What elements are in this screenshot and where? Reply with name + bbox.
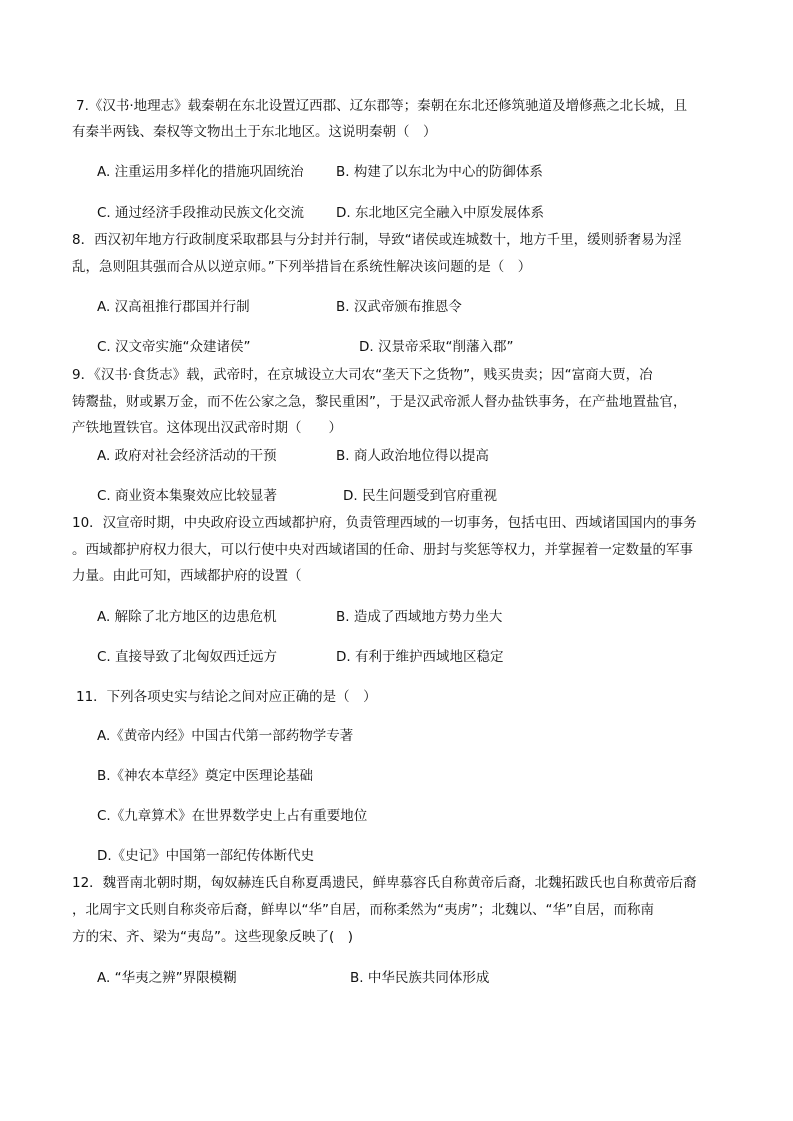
question-7-line-1: 7.《汉书·地理志》载秦朝在东北设置辽西郡、辽东郡等；秦朝在东北还修筑驰道及增修燕之北长城，且 [76,98,688,114]
question-8-option-a: A. 汉高祖推行郡国并行制 [97,299,250,315]
question-10-line-2: 。西域都护府权力很大，可以行使中央对西域诸国的任命、册封与奖惩等权力，并掌握着一定数量的军事 [72,542,693,558]
question-12-option-a: A. “华夷之辨”界限模糊 [97,970,237,986]
question-9-option-a: A. 政府对社会经济活动的干预 [97,448,277,464]
question-7-option-d: D. 东北地区完全融入中原发展体系 [336,205,544,221]
question-12-line-3: 方的宋、齐、梁为“夷岛”。这些现象反映了( ) [72,929,354,945]
question-7-option-b: B. 构建了以东北为中心的防御体系 [336,164,543,180]
question-10-option-c: C. 直接导致了北匈奴西迁远方 [97,649,278,665]
question-8-option-b: B. 汉武帝颁布推恩令 [336,299,462,315]
question-12-option-b: B. 中华民族共同体形成 [350,970,490,986]
question-9-line-1: 9．《汉书·食货志》载，武帝时，在京城设立大司农“垄天下之货物”，贱买贵卖；因“富商大贾，冶 [72,367,653,383]
question-7-option-a: A. 注重运用多样化的措施巩固统治 [97,164,304,180]
question-9-option-b: B. 商人政治地位得以提高 [336,448,489,464]
question-10-line-3: 力量。由此可知，西域都护府的设置（ [72,568,302,584]
question-9-line-3: 产铁地置铁官。这体现出汉武帝时期（ ） [72,420,342,436]
question-9-line-2: 铸鬻盐，财或累万金，而不佐公家之急，黎民重困”，于是汉武帝派人督办盐铁事务，在产盐地置盐官， [72,394,687,410]
question-10-option-b: B. 造成了西域地方势力坐大 [336,609,503,625]
question-11-option-c: C.《九章算术》在世界数学史上占有重要地位 [97,808,368,824]
question-8-line-2: 乱，急则阻其强而合从以逆京师。”下列举措旨在系统性解决该问题的是（ ） [72,259,532,275]
question-12-line-1: 12．魏晋南北朝时期，匈奴赫连氏自称夏禹遗民，鲜卑慕容氏自称黄帝后裔，北魏拓跋氏也自称黄帝后裔 [72,875,697,891]
question-10-option-d: D. 有利于维护西域地区稳定 [336,649,504,665]
question-11-option-d: D.《史记》中国第一部纪传体断代史 [97,848,315,864]
question-8-option-d: D. 汉景帝采取“削藩入郡” [359,339,514,355]
question-8-line-1: 8．西汉初年地方行政制度采取郡县与分封并行制，导致“诸侯或连城数十，地方千里，缓则骄奢易为淫 [72,232,682,248]
question-8-option-c: C. 汉文帝实施“众建诸侯” [97,339,251,355]
question-10-option-a: A. 解除了北方地区的边患危机 [97,609,277,625]
question-10-line-1: 10．汉宣帝时期，中央政府设立西域都护府，负责管理西域的一切事务，包括屯田、西域诸国国内的事务 [72,515,697,531]
question-9-option-d: D. 民生问题受到官府重视 [343,488,497,504]
question-9-option-c: C. 商业资本集聚效应比较显著 [97,488,278,504]
question-11-stem: 11．下列各项史实与结论之间对应正确的是（ ） [76,689,377,705]
question-11-option-b: B.《神农本草经》奠定中医理论基础 [97,768,314,784]
question-7-option-c: C. 通过经济手段推动民族文化交流 [97,205,305,221]
question-7-line-2: 有秦半两钱、秦权等文物出土于东北地区。这说明秦朝（ ） [72,124,437,140]
question-12-line-2: ，北周宇文氏则自称炎帝后裔，鲜卑以“华”自居，而称柔然为“夷虏”；北魏以、“华”自居，而称南 [72,902,654,918]
question-11-option-a: A.《黄帝内经》中国古代第一部药物学专著 [97,728,354,744]
